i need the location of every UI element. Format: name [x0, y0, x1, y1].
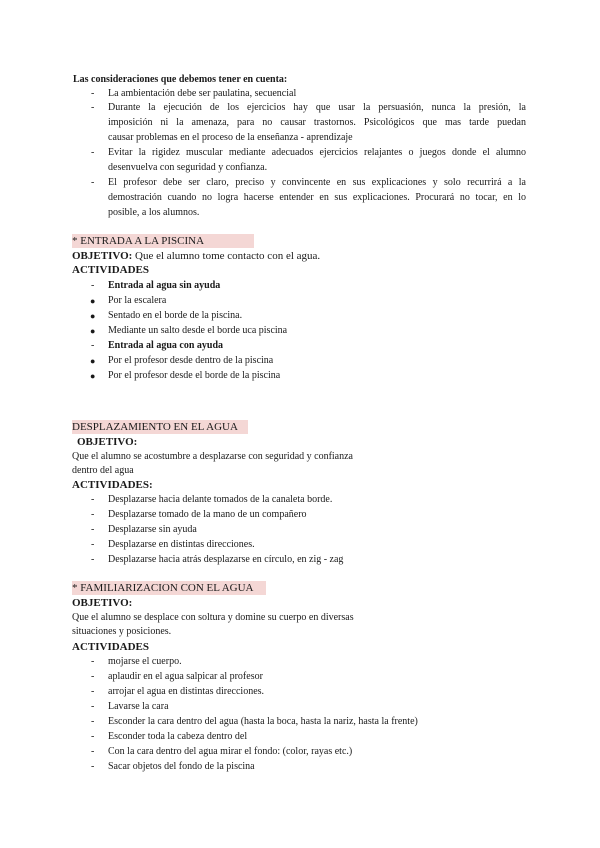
dash-marker: - — [91, 761, 95, 772]
consideration-line: demostración cuando no logra hacerse entender en sus explicaciones. Procurará no tocar, en lo — [108, 192, 526, 203]
dash-marker: - — [91, 102, 95, 113]
objetivo-label: OBJETIVO: — [72, 597, 133, 609]
dash-marker: - — [91, 509, 95, 520]
list-item: Lavarse la cara — [108, 701, 169, 712]
list-item: arrojar el agua en distintas direcciones. — [108, 686, 265, 697]
list-item: Desplazarse sin ayuda — [108, 524, 197, 535]
list-item: aplaudir en el agua salpicar al profesor — [108, 671, 263, 682]
list-item: Desplazarse en distintas direcciones. — [108, 539, 255, 550]
list-item: Esconder toda la cabeza dentro del — [108, 731, 248, 742]
objetivo-text: Que el alumno se acostumbre a desplazarse con seguridad y confianza — [72, 451, 353, 462]
list-item: mojarse el cuerpo. — [108, 656, 182, 667]
dash-marker: - — [91, 524, 95, 535]
consideration-line: causar problemas en el proceso de la enseñanza - aprendizaje — [108, 132, 353, 143]
list-item: Desplazarse hacia atrás desplazarse en círculo, en zig - zag — [108, 554, 344, 565]
consideration-line: Evitar la rigidez muscular mediante adecuados ejercicios relajantes o juegos donde el alumno — [108, 147, 526, 158]
list-item: Esconder la cara dentro del agua (hasta la boca, hasta la nariz, hasta la frente) — [108, 716, 418, 727]
actividades-label: ACTIVIDADES: — [72, 479, 153, 491]
section-heading-desplazamiento: DESPLAZAMIENTO EN EL AGUA — [72, 420, 248, 434]
considerations-title: Las consideraciones que debemos tener en cuenta: — [73, 74, 288, 85]
dash-marker: - — [91, 494, 95, 505]
objetivo-line — [72, 249, 320, 263]
dash-marker: - — [91, 686, 95, 697]
consideration-line: imposición ni la amenaza, para no causar trastornos. Psicológicos que mas tarde puedan — [108, 117, 526, 128]
list-item: Desplazarse tomado de la mano de un compañero — [108, 509, 307, 520]
dash-marker: - — [91, 746, 95, 757]
actividades-label: ACTIVIDADES — [72, 264, 150, 276]
dash-marker: - — [91, 656, 95, 667]
consideration-line: posible, a los alumnos. — [108, 207, 200, 218]
list-item: Entrada al agua sin ayuda — [108, 280, 221, 291]
list-item: Mediante un salto desde el borde uca piscina — [108, 325, 288, 336]
objetivo-text: Que el alumno tome contacto con el agua. — [132, 250, 321, 262]
objetivo-text: Que el alumno se desplace con soltura y domine su cuerpo en diversas — [72, 612, 354, 623]
dash-marker: - — [91, 340, 95, 351]
list-item: Sentado en el borde de la piscina. — [108, 310, 243, 321]
bullet-marker: ● — [90, 371, 96, 381]
list-item: Entrada al agua con ayuda — [108, 340, 224, 351]
section-heading-familiarizacion: * FAMILIARIZACION CON EL AGUA — [72, 581, 266, 595]
consideration-line: desenvuelva con seguridad y confianza. — [108, 162, 268, 173]
list-item: Por la escalera — [108, 295, 167, 306]
objetivo-label: OBJETIVO: — [72, 250, 133, 262]
dash-marker: - — [91, 88, 95, 99]
list-item: Con la cara dentro del agua mirar el fondo: (color, rayas etc.) — [108, 746, 353, 757]
list-item: Por el profesor desde dentro de la piscina — [108, 355, 274, 366]
dash-marker: - — [91, 716, 95, 727]
dash-marker: - — [91, 177, 95, 188]
dash-marker: - — [91, 147, 95, 158]
actividades-label: ACTIVIDADES — [72, 641, 150, 653]
list-item: Por el profesor desde el borde de la piscina — [108, 370, 281, 381]
section-heading-entrada: * ENTRADA A LA PISCINA — [72, 234, 254, 248]
objetivo-label: OBJETIVO: — [77, 436, 138, 448]
objetivo-text: situaciones y posiciones. — [72, 626, 172, 637]
dash-marker: - — [91, 539, 95, 550]
dash-marker: - — [91, 701, 95, 712]
consideration-line: La ambientación debe ser paulatina, secuencial — [108, 88, 297, 99]
list-item: Desplazarse hacia delante tomados de la canaleta borde. — [108, 494, 333, 505]
bullet-marker: ● — [90, 356, 96, 366]
consideration-line: El profesor debe ser claro, preciso y convincente en sus explicaciones y solo recurrirá a la — [108, 177, 526, 188]
dash-marker: - — [91, 280, 95, 291]
bullet-marker: ● — [90, 311, 96, 321]
consideration-line: Durante la ejecución de los ejercicios hay que usar la persuasión, nunca la presión, la — [108, 102, 526, 113]
dash-marker: - — [91, 671, 95, 682]
dash-marker: - — [91, 731, 95, 742]
bullet-marker: ● — [90, 326, 96, 336]
objetivo-text: dentro del agua — [72, 465, 134, 476]
list-item: Sacar objetos del fondo de la piscina — [108, 761, 255, 772]
bullet-marker: ● — [90, 296, 96, 306]
dash-marker: - — [91, 554, 95, 565]
